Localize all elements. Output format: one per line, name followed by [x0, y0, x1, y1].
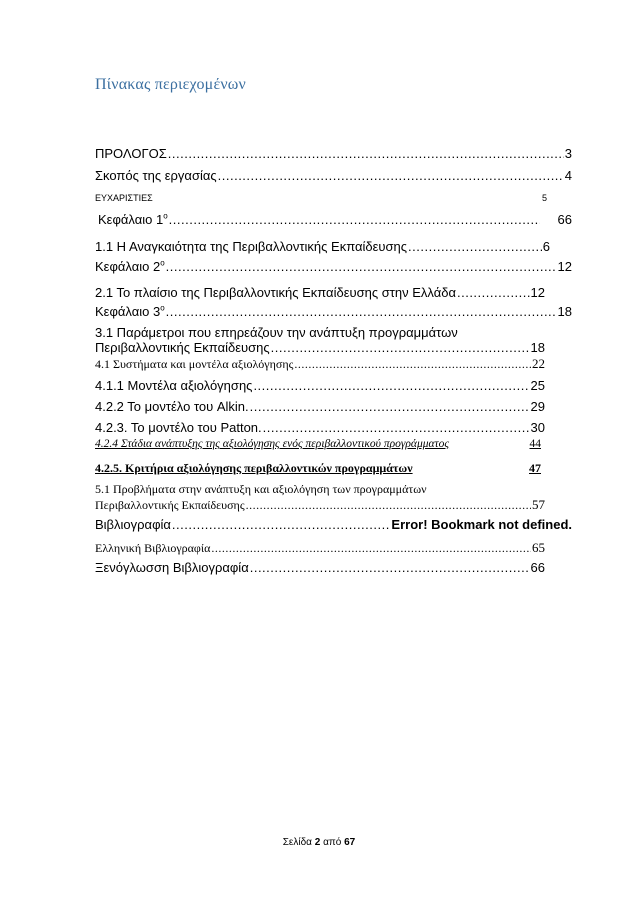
toc-entry-label: Κεφάλαιο $2^o$	[95, 258, 165, 274]
toc-entry-page: Error! Bookmark not defined.	[391, 517, 572, 532]
toc-entry-bibliography[interactable]	[95, 517, 572, 532]
toc-entry-label-line1: 3.1 Παράμετροι που επηρεάζουν την ανάπτυξη προγραμμάτων	[95, 325, 458, 340]
toc-entry-label: Περιβαλλοντικής Εκπαίδευσης	[95, 340, 270, 355]
leader-dots	[457, 285, 530, 300]
toc-entry-page: 57	[532, 497, 545, 512]
toc-entry-4-1[interactable]	[95, 356, 545, 372]
leader-dots	[408, 239, 542, 254]
toc-entry-label: 2.1 Το πλαίσιο της Περιβαλλοντικής Εκπαίδευσης στην Ελλάδα	[95, 285, 456, 300]
toc-entry-label: Κεφάλαιο $1^o$	[98, 211, 168, 227]
toc-entry-label: 4.2.5. Κριτήρια αξιολόγησης περιβαλλοντικών προγραμμάτων	[95, 461, 413, 475]
toc-entry-line2	[95, 497, 545, 513]
toc-entry-label: 4.2.2 Το μοντέλο του Alkin.	[95, 399, 249, 414]
toc-entry-5-1[interactable]	[95, 482, 545, 513]
toc-entry-4-2-3[interactable]	[95, 420, 545, 435]
toc-entry-label: 4.2.3. Το μοντέλο του Patton.	[95, 420, 262, 435]
footer-total-pages: 67	[344, 837, 356, 848]
toc-entry-label: ΕΥΧΑΡΙΣΤΙΕΣ	[95, 193, 153, 203]
toc-entry-chapter-1[interactable]	[98, 212, 572, 227]
footer-middle: από	[323, 837, 342, 848]
footer-prefix: Σελίδα	[282, 837, 312, 848]
leader-dots	[211, 541, 531, 556]
footer-current-page: 2	[314, 837, 321, 848]
leader-dots	[169, 212, 540, 227]
leader-dots	[294, 357, 531, 372]
toc-entry-label: Σκοπός της εργασίας	[95, 168, 217, 183]
toc-entry-foreign-bibliography[interactable]	[95, 560, 545, 575]
toc-entry-page: 25	[530, 378, 545, 393]
toc-entry-4-2-2[interactable]	[95, 399, 545, 414]
toc-entry-page: 30	[530, 420, 545, 435]
toc-entry-4-2-5[interactable]	[95, 461, 541, 476]
toc-entry-page: 12	[530, 285, 545, 300]
leader-dots	[250, 560, 530, 575]
leader-dots	[166, 304, 557, 319]
toc-entry-label: 4.2.4 Στάδια ανάπτυξης της αξιολόγησης ενός περιβαλλοντικού προγράμματος	[95, 438, 450, 450]
toc-entry-page: 29	[530, 399, 545, 414]
toc-entry-page: 6	[542, 239, 550, 254]
toc-entry-4-2-4[interactable]	[95, 438, 541, 450]
toc-entry-page: 18	[530, 340, 545, 355]
toc-entry-page: 18	[557, 304, 572, 319]
leader-dots	[172, 517, 391, 532]
toc-entry-chapter-2[interactable]	[95, 259, 572, 274]
toc-entry-page: 65	[532, 540, 545, 555]
toc-entry-2-1[interactable]	[95, 285, 545, 300]
toc-entry-label: Ελληνική Βιβλιογραφία	[95, 541, 211, 555]
toc-entry-prologos[interactable]	[95, 146, 572, 161]
toc-entry-page: 22	[532, 356, 545, 371]
toc-entry-label: 1.1 Η Αναγκαιότητα της Περιβαλλοντικής Εκπαίδευσης	[95, 239, 408, 254]
toc-entry-4-1-1[interactable]	[95, 378, 545, 393]
leader-dots	[250, 399, 530, 414]
toc-entry-page: 66	[530, 560, 545, 575]
toc-entry-label: Περιβαλλοντικής Εκπαίδευσης	[95, 498, 245, 512]
toc-entry-line2	[95, 340, 545, 355]
leader-dots	[166, 259, 557, 274]
toc-title: Πίνακας περιεχομένων	[95, 76, 246, 93]
toc-entry-1-1[interactable]	[95, 239, 550, 254]
toc-entry-page: 12	[557, 259, 572, 274]
leader-dots	[168, 146, 564, 161]
toc-entry-page: 3	[564, 146, 572, 161]
toc-entry-page: 44	[529, 438, 541, 450]
leader-dots	[263, 420, 530, 435]
toc-entry-purpose[interactable]	[95, 168, 572, 183]
toc-entry-page: 4	[564, 168, 572, 183]
toc-entry-label: Βιβλιογραφία	[95, 517, 171, 532]
toc-entry-acknowledgements[interactable]	[95, 193, 547, 203]
leader-dots	[271, 340, 530, 355]
toc-entry-label: 4.1 Συστήματα και μοντέλα αξιολόγησης	[95, 357, 294, 371]
toc-entry-page: 66	[557, 212, 572, 227]
toc-entry-label: Ξενόγλωσση Βιβλιογραφία	[95, 560, 249, 575]
toc-entry-page: 47	[529, 461, 541, 475]
leader-dots	[218, 168, 564, 183]
page-footer	[0, 837, 638, 848]
toc-entry-label: ΠΡΟΛΟΓΟΣ	[95, 146, 167, 161]
toc-entry-label: Κεφάλαιο $3^o$	[95, 303, 165, 319]
toc-entry-3-1[interactable]	[95, 325, 545, 355]
leader-dots	[253, 378, 529, 393]
toc-entry-greek-bibliography[interactable]	[95, 540, 545, 556]
toc-entry-page: 5	[541, 193, 547, 203]
toc-entry-label: 4.1.1 Μοντέλα αξιολόγησης	[95, 378, 253, 393]
leader-dots	[246, 498, 531, 513]
toc-entry-label-line1: 5.1 Προβλήματα στην ανάπτυξη και αξιολόγηση των προγραμμάτων	[95, 482, 427, 496]
toc-entry-chapter-3[interactable]	[95, 304, 572, 319]
